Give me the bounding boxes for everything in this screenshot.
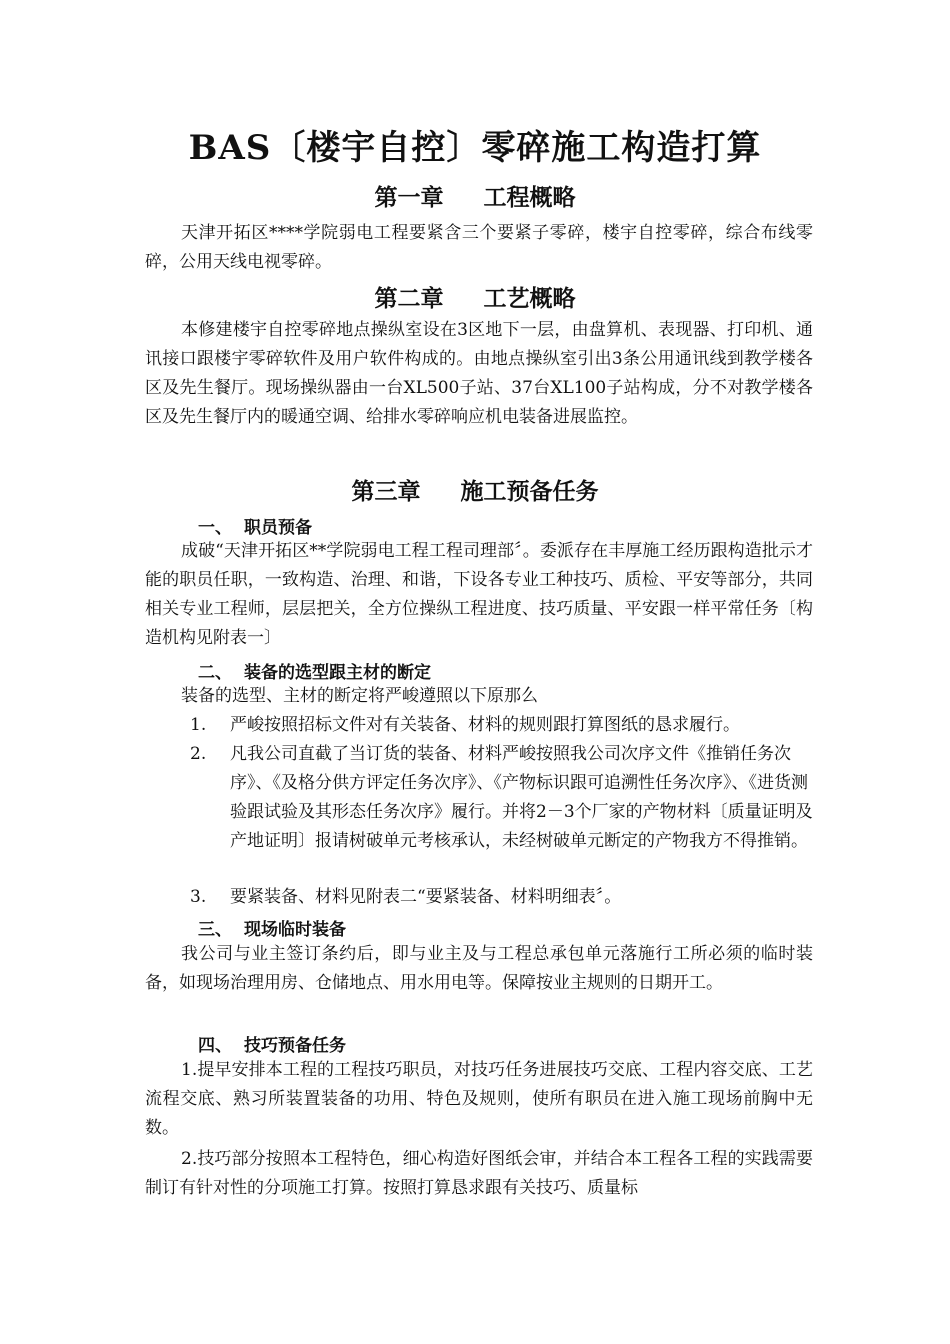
list-item-number: 2. (190, 744, 207, 764)
chapter-1-title: 工程概略 (483, 184, 576, 211)
section-2-number: 二、 (198, 663, 232, 683)
list-item-text: 凡我公司直截了当订货的装备、材料严峻按照我公司次序文件《推销任务次序》、《及格分供方评定任务次序》、《产物标识跟可追溯性任务次序》、《进货测验跟试验及其形态任务次序》履行。并将2－3个厂家的产物材料〔质量证明及产地证明〕报请树破单元考核承认，未经树破单元断定的产物我方不得推销。 (230, 744, 813, 851)
chapter-3-heading (0, 473, 950, 506)
list-item (190, 883, 820, 912)
paragraph-temporary-facilities: 我公司与业主签订条约后，即与业主及与工程总承包单元落施行工所必须的临时装备，如现场治理用房、仓储地点、用水用电等。保障按业主规则的日期开工。 (145, 944, 813, 993)
chapter-2-number: 第二章 (374, 285, 444, 312)
chapter-2-heading (0, 280, 950, 313)
document-title: BAS〔楼宇自控〕零碎施工构造打算 (188, 128, 762, 168)
section-1-title: 职员预备 (244, 518, 312, 538)
list-item-text: 严峻按照招标文件对有关装备、材料的规则跟打算图纸的恳求履行。 (230, 715, 740, 735)
chapter-3-title: 施工预备任务 (460, 478, 599, 505)
section-1-number: 一、 (198, 518, 232, 538)
paragraph-equipment-intro: 装备的选型、主材的断定将严峻遵照以下原那么 (181, 686, 538, 706)
section-3-heading (198, 915, 346, 940)
paragraph-staff-preparation: 成破“天津开拓区**学院弱电工程工程司理部〞。委派存在丰厚施工经历跟构造批示才能的职员任职，一致构造、治理、和谐，下设各专业工种技巧、质检、平安等部分，共同相关专业工程师，层层把关，全方位操纵工程进度、技巧质量、平安跟一样平常任务〔构造机构见附表一〕 (145, 541, 813, 648)
list-item (190, 711, 820, 740)
list-item-number: 1. (190, 715, 207, 735)
section-1-heading (198, 513, 312, 538)
paragraph-technical-prep-2: 2.技巧部分按照本工程特色，细心构造好图纸会审，并结合本工程各工程的实践需要制订有针对性的分项施工打算。按照打算恳求跟有关技巧、质量标 (145, 1149, 813, 1198)
list-item-number: 3. (190, 887, 207, 907)
section-3-number: 三、 (198, 920, 232, 940)
chapter-1-number: 第一章 (374, 184, 444, 211)
paragraph-process-overview: 本修建楼宇自控零碎地点操纵室设在3区地下一层，由盘算机、表现器、打印机、通讯接口跟楼宇零碎软件及用户软件构成的。由地点操纵室引出3条公用通讯线到教学楼各区及先生餐厅。现场操纵器由一台XL500子站、37台XL100子站构成，分不对教学楼各区及先生餐厅内的暖通空调、给排水零碎响应机电装备进展监控。 (145, 320, 813, 427)
chapter-2-title: 工艺概略 (483, 285, 576, 312)
section-2-title: 装备的选型跟主材的断定 (244, 663, 431, 683)
chapter-1-heading (0, 179, 950, 212)
section-4-heading (198, 1031, 346, 1056)
section-3-title: 现场临时装备 (244, 920, 346, 940)
paragraph-project-overview: 天津开拓区****学院弱电工程要紧含三个要紧子零碎，楼宇自控零碎，综合布线零碎，公用天线电视零碎。 (145, 223, 813, 272)
section-4-title: 技巧预备任务 (244, 1036, 346, 1056)
list-item-text: 要紧装备、材料见附表二“要紧装备、材料明细表〞。 (230, 887, 622, 907)
list-item (190, 740, 820, 856)
section-2-heading (198, 658, 431, 683)
section-4-number: 四、 (198, 1036, 232, 1056)
chapter-3-number: 第三章 (351, 478, 421, 505)
paragraph-technical-prep-1: 1.提早安排本工程的工程技巧职员，对技巧任务进展技巧交底、工程内容交底、工艺流程交底、熟习所装置装备的功用、特色及规则，使所有职员在进入施工现场前胸中无数。 (145, 1060, 813, 1138)
